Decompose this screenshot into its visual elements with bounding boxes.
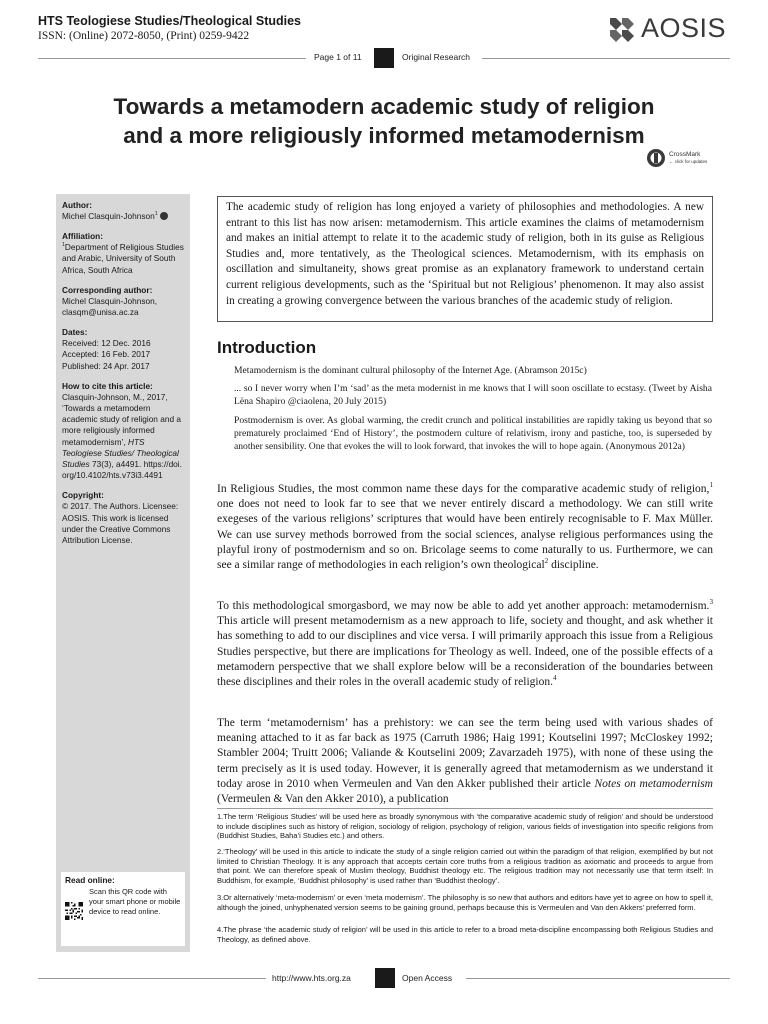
journal-title: HTS Teologiese Studies/Theological Studies [38,14,302,28]
title-line-2: and a more religiously informed metamodernism [123,123,645,148]
date-accepted: Accepted: 16 Feb. 2017 [62,349,151,360]
title-line-1: Towards a metamodern academic study of religion [113,94,655,119]
author-name: Michel Clasquin-Johnson$^1$ [62,211,184,222]
qr-code-icon[interactable] [65,887,83,935]
dates-block [62,327,184,372]
aosis-logo-icon [607,16,637,42]
body-paragraph-2: To this methodological smorgasbord, we may now be able to add yet another approach: metamodernism.$^3$ This article will present metamodernism as a new approach to life, society and thought, and ask whether it has something to add to our disciplines and vice versa. I will primarily approach this issue from a Religious Studies perspective, but there are implications for Theology as well. Indeed, one of the possible effects of a metamodern perspective that we shall explore below will be a reconsideration of the boundaries between these disciplines and their roles in the overall academic study of religion.$^4$ [217,598,713,689]
affiliation-block [62,231,184,276]
epigraph-quote-2: ... so I never worry when I’m ‘sad’ as the meta modernist in me knows that I will soon oscillate to ecstasy. (Tweet by Aisha Lëna Shapiro @ciaolena, 20 July 2015) [234,383,712,408]
copyright-text: © 2017. The Authors. Licensee: AOSIS. This work is licensed under the Creative Commons Attribution License. [62,501,179,546]
citation-text: Clasquin-Johnson, M., 2017, ‘Towards a metamodern academic study of religion and a more religiously informed metamodernism’, HTS Teologiese Studies/ Theological Studies 73(3), a4491. https://doi. org/10.4102/hts.v73i3.4491 [62,391,182,481]
dates-heading: Dates: [62,327,88,338]
footer-url[interactable]: http://www.hts.org.za [272,973,351,983]
footer-access: Open Access [402,973,453,983]
footnote-1: 1.The term ‘Religious Studies’ will be used here as broadly synonymous with ‘the comparative academic study of religion’ and should be understood to include disciplines such as history of religion, sociology of religion, psychology of religion, various fields of investigation into specific religions from (Buddhist Studies, Baha’i Studies etc.) and others. [217,812,713,841]
corresponding-block [62,285,184,318]
read-online-box [61,872,185,946]
epigraph-quote-3: Postmodernism is over. As global warming, the credit crunch and political instabilities are rapidly taking us beyond that so prematurely proclaimed ‘End of History’, the postmodern culture of relativism, irony and pastiche, too, is superseded by another sensibility. One that evokes the will to look forward, that invokes the will to hope again. (Anonymous 2012a) [234,415,712,453]
copyright-heading: Copyright: [62,490,104,501]
date-published: Published: 24 Apr. 2017 [62,360,150,371]
corresponding-name: Michel Clasquin-Johnson, [62,295,158,306]
copyright-block [62,490,184,546]
section-heading-introduction: Introduction [217,338,317,357]
footnote-divider [217,808,713,809]
crossmark-badge[interactable] [646,148,707,168]
journal-issn: ISSN: (Online) 2072-8050, (Print) 0259-9422 [38,30,250,42]
crossmark-icon [646,148,666,168]
crossmark-sublabel: ← click for updates [669,159,708,164]
footnote-2: 2.‘Theology’ will be used in this article to indicate the study of a single religion carried out within the paradigm of that religion, exemplified by but not limited to Christian Theology. It is any approach that accepts certain core truths from a religious tradition as axiomatic and proceeds to argue from that point. We can therefore speak of Muslim theology, Buddhist theology etc. The religious tradition may not necessarily use that term itself: In Buddhism, for example, ‘Buddhist philosophy’ is used rather than ‘Buddhist theology’. [217,847,713,885]
author-block [62,200,184,222]
page-footer-bar [0,968,768,988]
sidebar-info-panel [56,194,190,952]
date-received: Received: 12 Dec. 2016 [62,338,151,349]
footer-square [375,968,395,988]
header-rule-right [482,58,730,59]
qr-instructions: Scan this QR code with your smart phone or mobile device to read online. [89,887,181,916]
corresponding-heading: Corresponding author: [62,284,153,295]
abstract-box: The academic study of religion has long enjoyed a variety of philosophies and methodologies. A new entrant to this list has now arisen: metamodernism. This article examines the claims of metamodernism and makes an initial attempt to relate it to the academic study of religion, both in its guise as Religious Studies and, more tentatively, as the Theological sciences. Metamodernism, with its emphasis on oscillation and simultaneity, shows great promise as an explanatory framework to understand certain current religious developments, such as the ‘Spiritual but not Religious’ phenomenon. It may also assist in creating a growing convergence between the various branches of the academic study of religion. [217,196,713,322]
article-type: Original Research [402,52,471,62]
footer-rule-left [38,978,266,979]
footer-rule-right [466,978,730,979]
publisher-logo[interactable] [607,13,726,44]
citation-heading: How to cite this article: [62,380,153,391]
body-paragraph-3: The term ‘metamodernism’ has a prehistory: we can see the term being used with various shades of meaning attached to it as far back as 1975 (Carruth 1986; Haig 1991; Koutselini 1997; McCloskey 1992; Stambler 2004; Truitt 2006; Valiande & Koutselini 2009; Zavarzadeh 1975), with none of these using the term precisely as it is used today. However, it is generally agreed that metamodernism as we understand it today arose in 2010 when Vermeulen and Van den Akker published their article Notes on metamodernism (Vermeulen & Van den Akker 2010), a publication [217,717,713,806]
crossmark-label: CrossMark [669,151,701,158]
logo-text: AOSIS [640,13,726,43]
header-rule-left [38,58,306,59]
footnote-3: 3.Or alternatively ‘meta-modernism’ or even ‘meta modernism’. The philosophy is so new that authors and editors have yet to agree on how to spell it, although the joined, unhyphenated version seems to be gaining ground, perhaps because this is Vermeulen and Van den Akkers’ preferred form. [217,893,713,912]
citation-block [62,381,184,482]
author-heading: Author: [62,200,92,210]
affiliation-heading: Affiliation: [62,231,104,242]
corresponding-email[interactable]: clasqm@unisa.ac.za [62,307,139,318]
epigraph-quote-1: Metamodernism is the dominant cultural philosophy of the Internet Age. (Abramson 2015c) [234,365,587,376]
page-number: Page 1 of 11 [314,52,362,62]
read-online-heading: Read online: [65,875,115,885]
affiliation-text: $^1$Department of Religious Studies and Arabic, University of South Africa, South Africa [62,242,184,275]
paper-title [40,92,728,150]
page-header-bar [0,48,768,68]
header-square [374,48,394,68]
body-paragraph-1: In Religious Studies, the most common name these days for the comparative academic study of religion,$^1$ one does not need to look far to see that we never entirely discard a methodology. We can still write exegeses of the various religions’ scriptures that would have been entirely recognisable to F. Max Müller. We can use survey methods borrowed from the social sciences, analyse religious performances using the playful irony of postmodernism and so on. Bricolage seems to come naturally to us. Furthermore, we can see a similar range of methodologies in each religion’s own theological$^2$ discipline. [217,481,713,572]
footnote-4: 4.The phrase ‘the academic study of religion’ will be used in this article to refer to a broad meta-discipline encompassing both Religious Studies and Theology, as defined above. [217,925,713,944]
orcid-icon[interactable] [160,212,168,220]
